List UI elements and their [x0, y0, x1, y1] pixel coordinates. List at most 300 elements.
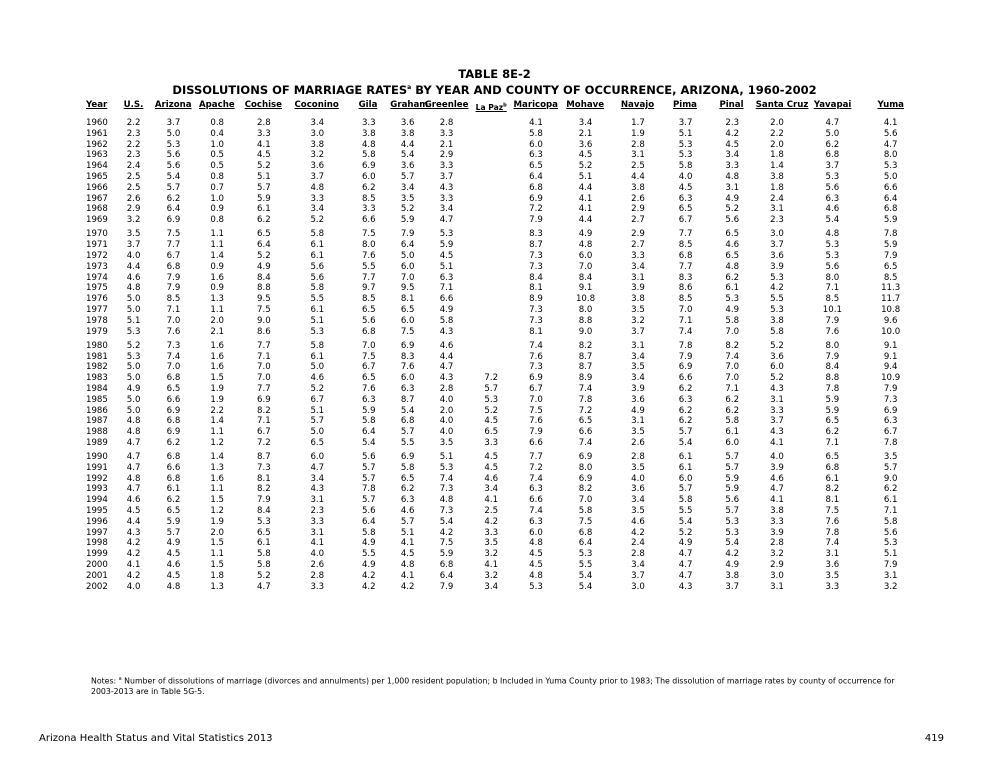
table-cell: 1.1 — [210, 427, 225, 438]
table-cell: 4.9 — [361, 560, 376, 571]
table-cell: 1988 — [86, 427, 108, 438]
table-cell: 3.7 — [439, 171, 454, 182]
column-header — [115, 98, 152, 112]
table-cell: 2.8 — [631, 139, 645, 150]
table-cell: 6.8 — [578, 527, 593, 538]
column-header-label: Maricopa — [513, 100, 558, 110]
table-cell: 7.1 — [166, 304, 181, 315]
table-row — [86, 474, 914, 485]
table-cell: 7.0 — [166, 362, 181, 373]
table-cell: 6.2 — [883, 484, 898, 495]
table-cell: 3.4 — [631, 560, 645, 571]
table-cell: 6.5 — [725, 229, 740, 240]
table-cell: 3.7 — [166, 118, 181, 128]
table-cell: 7.9 — [883, 560, 898, 571]
table-row — [86, 517, 914, 528]
table-cell: 2.8 — [257, 118, 271, 128]
table-cell: 6.9 — [883, 405, 898, 416]
table-cell: 5.6 — [725, 215, 740, 226]
table-cell: 6.8 — [166, 261, 181, 272]
table-cell: 3.8 — [770, 171, 784, 182]
table-cell: 7.2 — [257, 437, 271, 448]
table-cell: 2.5 — [631, 161, 645, 172]
table-cell: 7.7 — [678, 261, 693, 272]
table-cell: 3.1 — [631, 150, 645, 161]
table-cell: 8.2 — [578, 340, 593, 351]
table-cell: 8.2 — [257, 405, 271, 416]
table-cell: 5.5 — [578, 560, 593, 571]
table-cell: 8.5 — [166, 294, 181, 305]
table-cell: 4.2 — [126, 570, 141, 581]
table-cell: 4.8 — [126, 427, 141, 438]
table-cell: 7.5 — [825, 506, 840, 517]
table-cell: 4.9 — [725, 560, 740, 571]
notes-superscript: a — [118, 676, 122, 682]
column-header — [288, 98, 346, 112]
table-cell: 8.5 — [883, 272, 898, 283]
table-cell: 0.5 — [210, 150, 225, 161]
table-cell: 6.2 — [725, 272, 740, 283]
table-cell: 7.0 — [725, 373, 740, 384]
table-cell: 8.4 — [257, 272, 271, 283]
table-cell: 5.3 — [825, 250, 840, 261]
table-cell — [469, 273, 514, 284]
table-cell: 1.6 — [210, 340, 225, 351]
table-cell: 2.5 — [484, 506, 499, 517]
footer-page-number: 419 — [924, 733, 944, 744]
table-cell: 4.3 — [126, 527, 141, 538]
table-row — [86, 495, 914, 506]
table-cell: 4.7 — [126, 484, 141, 495]
table-row — [86, 183, 914, 194]
table-cell: 5.1 — [310, 315, 325, 326]
table-cell: 4.7 — [310, 462, 325, 473]
table-cell: 2.3 — [126, 150, 141, 161]
table-cell: 7.1 — [257, 351, 271, 362]
table-cell: 7.6 — [166, 326, 181, 337]
table-cell: 5.2 — [484, 405, 499, 416]
table-cell: 10.1 — [822, 304, 842, 315]
table-cell: 4.6 — [126, 495, 141, 506]
table-cell: 4.4 — [126, 516, 141, 527]
table-cell: 3.3 — [439, 128, 454, 139]
table-cell: 5.5 — [400, 437, 415, 448]
table-cell: 6.1 — [725, 427, 740, 438]
table-cell: 5.7 — [310, 416, 325, 427]
table-cell: 5.8 — [678, 161, 693, 172]
table-cell: 1.5 — [210, 538, 225, 549]
table-cell: 4.0 — [439, 427, 454, 438]
table-cell: 3.1 — [310, 527, 325, 538]
table-cell: 6.9 — [361, 161, 376, 172]
table-row — [86, 452, 914, 463]
table-cell: 4.8 — [725, 171, 740, 182]
table-row — [86, 406, 914, 417]
table-cell: 1.6 — [210, 351, 225, 362]
table-cell: 8.2 — [257, 484, 271, 495]
table-cell: 7.5 — [400, 326, 415, 337]
table-cell: 0.5 — [210, 161, 225, 172]
table-cell: 3.6 — [825, 560, 840, 571]
table-cell: 7.2 — [529, 462, 543, 473]
table-cell: 5.6 — [166, 150, 181, 161]
table-cell: 1998 — [86, 538, 108, 549]
table-cell: 6.8 — [439, 560, 454, 571]
table-cell: 4.6 — [484, 473, 499, 484]
table-cell: 4.1 — [257, 139, 271, 150]
table-cell: 6.2 — [725, 405, 740, 416]
table-cell: 3.7 — [825, 161, 840, 172]
table-cell: 1.7 — [631, 118, 645, 128]
table-cell: 5.4 — [825, 215, 840, 226]
table-cell: 4.5 — [578, 150, 593, 161]
table-cell — [469, 172, 514, 183]
table-header-row — [86, 98, 914, 112]
table-cell: 1.3 — [210, 462, 225, 473]
table-cell: 1975 — [86, 283, 108, 294]
table-cell: 5.8 — [257, 560, 271, 571]
table-cell: 5.0 — [310, 427, 325, 438]
table-cell: 6.1 — [310, 250, 325, 261]
table-cell: 4.2 — [484, 516, 499, 527]
table-cell: 7.7 — [529, 452, 543, 463]
table-cell: 5.2 — [678, 527, 693, 538]
table-cell: 3.9 — [631, 283, 645, 294]
table-cell: 4.8 — [310, 182, 325, 193]
table-cell: 8.9 — [578, 373, 593, 384]
table-cell: 8.2 — [725, 340, 740, 351]
table-row — [86, 528, 914, 539]
table-cell: 4.9 — [166, 538, 181, 549]
table-cell: 5.3 — [484, 394, 499, 405]
table-cell: 5.7 — [678, 484, 693, 495]
table-cell — [469, 204, 514, 215]
table-cell: 1.6 — [210, 272, 225, 283]
table-cell: 6.5 — [725, 250, 740, 261]
table-cell: 1.1 — [210, 304, 225, 315]
table-cell: 6.7 — [257, 427, 271, 438]
table-cell: 4.2 — [361, 581, 376, 592]
la-paz-superscript: b — [503, 102, 507, 108]
table-cell: 3.3 — [310, 193, 325, 204]
table-cell: 2002 — [86, 581, 108, 592]
table-cell: 5.9 — [166, 516, 181, 527]
table-cell: 3.3 — [770, 405, 784, 416]
table-cell: 2.8 — [631, 452, 645, 463]
table-cell: 5.8 — [578, 506, 593, 517]
table-cell: 1.1 — [210, 240, 225, 251]
table-cell: 4.8 — [529, 538, 543, 549]
table-cell: 4.7 — [883, 139, 898, 150]
column-header-label: Pinal — [719, 100, 744, 110]
column-header — [86, 98, 115, 112]
table-cell: 6.2 — [825, 139, 840, 150]
table-cell: 4.7 — [678, 570, 693, 581]
table-cell: 7.3 — [529, 261, 543, 272]
table-cell: 5.0 — [126, 394, 141, 405]
table-cell: 7.3 — [439, 484, 454, 495]
table-cell: 6.6 — [883, 182, 898, 193]
table-cell: 5.6 — [310, 272, 325, 283]
table-cell: 5.7 — [725, 506, 740, 517]
table-cell: 5.9 — [825, 394, 840, 405]
table-cell: 7.6 — [361, 383, 376, 394]
table-cell: 6.3 — [400, 495, 415, 506]
table-row — [86, 549, 914, 560]
table-cell: 5.3 — [439, 462, 454, 473]
table-cell: 1.5 — [210, 373, 225, 384]
table-cell: 1972 — [86, 250, 108, 261]
table-row — [86, 215, 914, 226]
table-cell: 5.8 — [310, 340, 325, 351]
table-cell: 7.1 — [257, 416, 271, 427]
table-cell: 6.5 — [166, 383, 181, 394]
table-cell: 4.0 — [770, 452, 784, 463]
table-cell: 3.6 — [770, 250, 784, 261]
table-cell: 7.5 — [361, 229, 376, 240]
table-cell: 7.3 — [529, 362, 543, 373]
table-cell: 4.7 — [126, 452, 141, 463]
table-cell: 2.0 — [770, 139, 784, 150]
table-cell: 7.6 — [825, 326, 840, 337]
table-cell: 3.1 — [310, 495, 325, 506]
table-cell: 5.9 — [400, 215, 415, 226]
table-row — [86, 327, 914, 338]
table-cell: 5.4 — [578, 570, 593, 581]
table-cell: 8.5 — [825, 294, 840, 305]
table-cell: 6.3 — [883, 416, 898, 427]
table-cell: 1969 — [86, 215, 108, 226]
table-cell: 5.6 — [361, 506, 376, 517]
table-cell: 11.7 — [881, 294, 901, 305]
table-cell: 1983 — [86, 373, 108, 384]
column-header — [707, 98, 755, 112]
table-cell: 4.9 — [725, 304, 740, 315]
table-cell: 5.3 — [678, 150, 693, 161]
table-cell: 7.4 — [825, 538, 840, 549]
table-cell: 7.1 — [678, 315, 693, 326]
table-cell: 7.7 — [678, 229, 693, 240]
table-cell: 1.8 — [770, 150, 784, 161]
table-cell — [469, 183, 514, 194]
table-cell: 7.8 — [883, 437, 898, 448]
table-cell: 3.1 — [725, 182, 740, 193]
table-cell: 5.7 — [361, 462, 376, 473]
table-cell: 1974 — [86, 272, 108, 283]
table-cell: 6.4 — [166, 204, 181, 215]
table-cell: 6.4 — [883, 193, 898, 204]
table-cell: 5.5 — [678, 506, 693, 517]
table-cell: 1985 — [86, 394, 108, 405]
table-cell: 4.3 — [770, 427, 784, 438]
table-cell: 7.8 — [825, 527, 840, 538]
column-header — [390, 98, 429, 112]
table-cell: 0.9 — [210, 261, 225, 272]
table-cell: 5.0 — [166, 128, 181, 139]
table-cell: 2.2 — [210, 405, 225, 416]
table-cell: 6.5 — [678, 204, 693, 215]
table-cell: 3.2 — [310, 150, 325, 161]
table-cell: 1981 — [86, 351, 108, 362]
table-cell: 8.7 — [257, 452, 271, 463]
table-cell: 6.4 — [361, 516, 376, 527]
table-cell: 4.1 — [529, 118, 543, 128]
table-cell: 6.8 — [825, 462, 840, 473]
table-cell: 8.1 — [529, 283, 543, 294]
table-cell: 1.6 — [210, 473, 225, 484]
table-cell: 5.0 — [126, 362, 141, 373]
table-cell: 3.8 — [770, 315, 784, 326]
table-cell: 3.5 — [400, 193, 415, 204]
table-cell: 2.8 — [439, 118, 454, 128]
table-cell: 5.1 — [678, 128, 693, 139]
table-cell: 3.9 — [770, 462, 784, 473]
table-cell: 4.3 — [439, 182, 454, 193]
table-row — [86, 571, 914, 582]
table-cell: 7.7 — [361, 272, 376, 283]
table-cell: 1999 — [86, 549, 108, 560]
table-cell: 3.1 — [631, 340, 645, 351]
table-cell: 6.1 — [883, 495, 898, 506]
table-cell: 2.6 — [631, 437, 645, 448]
table-cell: 7.4 — [578, 437, 593, 448]
table-cell: 3.5 — [439, 437, 454, 448]
table-cell: 3.4 — [631, 373, 645, 384]
table-row — [86, 538, 914, 549]
table-cell: 5.4 — [439, 516, 454, 527]
table-cell: 1.1 — [210, 229, 225, 240]
table-cell: 5.7 — [166, 182, 181, 193]
table-cell: 5.0 — [126, 304, 141, 315]
table-cell: 1.9 — [210, 516, 225, 527]
column-header — [469, 98, 514, 112]
table-cell: 5.1 — [439, 261, 454, 272]
table-cell: 6.9 — [400, 452, 415, 463]
table-cell: 6.8 — [529, 182, 543, 193]
table-cell: 6.5 — [825, 416, 840, 427]
table-cell: 7.4 — [678, 326, 693, 337]
table-cell: 4.0 — [439, 394, 454, 405]
table-cell: 1980 — [86, 340, 108, 351]
table-cell: 5.6 — [825, 261, 840, 272]
table-cell — [469, 362, 514, 373]
column-header — [152, 98, 195, 112]
table-cell: 5.7 — [361, 473, 376, 484]
table-cell: 5.1 — [439, 452, 454, 463]
table-cell: 3.6 — [770, 351, 784, 362]
table-cell: 6.0 — [400, 315, 415, 326]
table-cell: 3.5 — [631, 427, 645, 438]
table-cell: 1.4 — [210, 452, 225, 463]
table-cell: 4.0 — [631, 473, 645, 484]
table-cell: 3.3 — [257, 128, 271, 139]
table-cell: 6.8 — [166, 416, 181, 427]
notes-text: Number of dissolutions of marriage (divorces and annulments) per 1,000 resident population; b Included in Yuma County prior to 1983; The dissolution of marriage rates by county of occurrence for 2003-2013 are in Table 5G-5. — [91, 676, 895, 696]
table-cell: 7.6 — [529, 416, 543, 427]
table-cell: 6.9 — [578, 452, 593, 463]
table-cell: 6.5 — [400, 473, 415, 484]
table-row — [86, 427, 914, 438]
table-cell: 8.0 — [883, 150, 898, 161]
table-cell: 8.1 — [529, 326, 543, 337]
table-cell: 7.0 — [257, 373, 271, 384]
table-cell: 1976 — [86, 294, 108, 305]
table-cell: 4.9 — [725, 193, 740, 204]
table-cell: 8.7 — [578, 351, 593, 362]
title-text-b: BY YEAR AND COUNTY OF OCCURRENCE, ARIZONA, 1960-2002 — [411, 82, 817, 97]
table-cell: 4.8 — [166, 581, 181, 592]
table-cell: 7.9 — [825, 315, 840, 326]
table-cell: 3.3 — [310, 581, 325, 592]
table-cell: 8.1 — [257, 473, 271, 484]
table-cell: 2.0 — [439, 405, 454, 416]
table-cell: 8.4 — [529, 272, 543, 283]
table-cell: 7.0 — [678, 304, 693, 315]
table-cell: 2.2 — [126, 118, 141, 128]
table-cell: 9.1 — [578, 283, 593, 294]
table-cell: 5.7 — [678, 427, 693, 438]
table-cell: 5.9 — [439, 549, 454, 560]
table-cell: 8.3 — [678, 272, 693, 283]
table-cell: 6.7 — [529, 383, 543, 394]
table-cell: 5.8 — [883, 516, 898, 527]
table-cell: 5.5 — [361, 261, 376, 272]
table-cell: 6.7 — [361, 362, 376, 373]
table-cell: 5.9 — [883, 240, 898, 251]
table-cell: 5.2 — [400, 204, 415, 215]
table-row — [86, 161, 914, 172]
table-cell: 1991 — [86, 462, 108, 473]
table-cell: 5.4 — [361, 437, 376, 448]
table-row — [86, 118, 914, 129]
table-cell: 3.8 — [725, 570, 740, 581]
table-cell: 1961 — [86, 128, 108, 139]
table-cell: 1967 — [86, 193, 108, 204]
table-cell: 5.8 — [529, 128, 543, 139]
table-cell: 1.1 — [210, 484, 225, 495]
table-cell: 7.9 — [678, 351, 693, 362]
table-cell: 3.7 — [770, 240, 784, 251]
table-cell: 6.9 — [529, 373, 543, 384]
table-cell: 4.2 — [361, 570, 376, 581]
table-cell: 6.1 — [825, 473, 840, 484]
table-cell: 3.7 — [126, 240, 141, 251]
table-cell: 4.8 — [361, 139, 376, 150]
table-cell: 4.5 — [439, 250, 454, 261]
table-cell: 3.6 — [310, 161, 325, 172]
table-cell: 4.5 — [529, 549, 543, 560]
table-cell: 4.4 — [578, 215, 593, 226]
table-cell: 4.7 — [678, 549, 693, 560]
table-cell: 5.2 — [770, 373, 784, 384]
table-cell: 5.2 — [310, 215, 325, 226]
table-cell: 6.0 — [678, 473, 693, 484]
table-cell: 6.2 — [678, 416, 693, 427]
table-cell: 5.8 — [361, 527, 376, 538]
column-header — [346, 98, 391, 112]
table-cell: 6.8 — [166, 452, 181, 463]
table-cell: 4.9 — [126, 383, 141, 394]
table-cell: 10.0 — [881, 326, 901, 337]
table-cell: 5.3 — [166, 139, 181, 150]
table-cell: 5.3 — [725, 294, 740, 305]
table-cell: 6.2 — [166, 495, 181, 506]
table-cell: 7.0 — [578, 261, 593, 272]
table-cell: 7.6 — [825, 516, 840, 527]
table-cell: 5.3 — [725, 516, 740, 527]
column-header — [558, 98, 612, 112]
table-cell: 3.8 — [361, 128, 376, 139]
